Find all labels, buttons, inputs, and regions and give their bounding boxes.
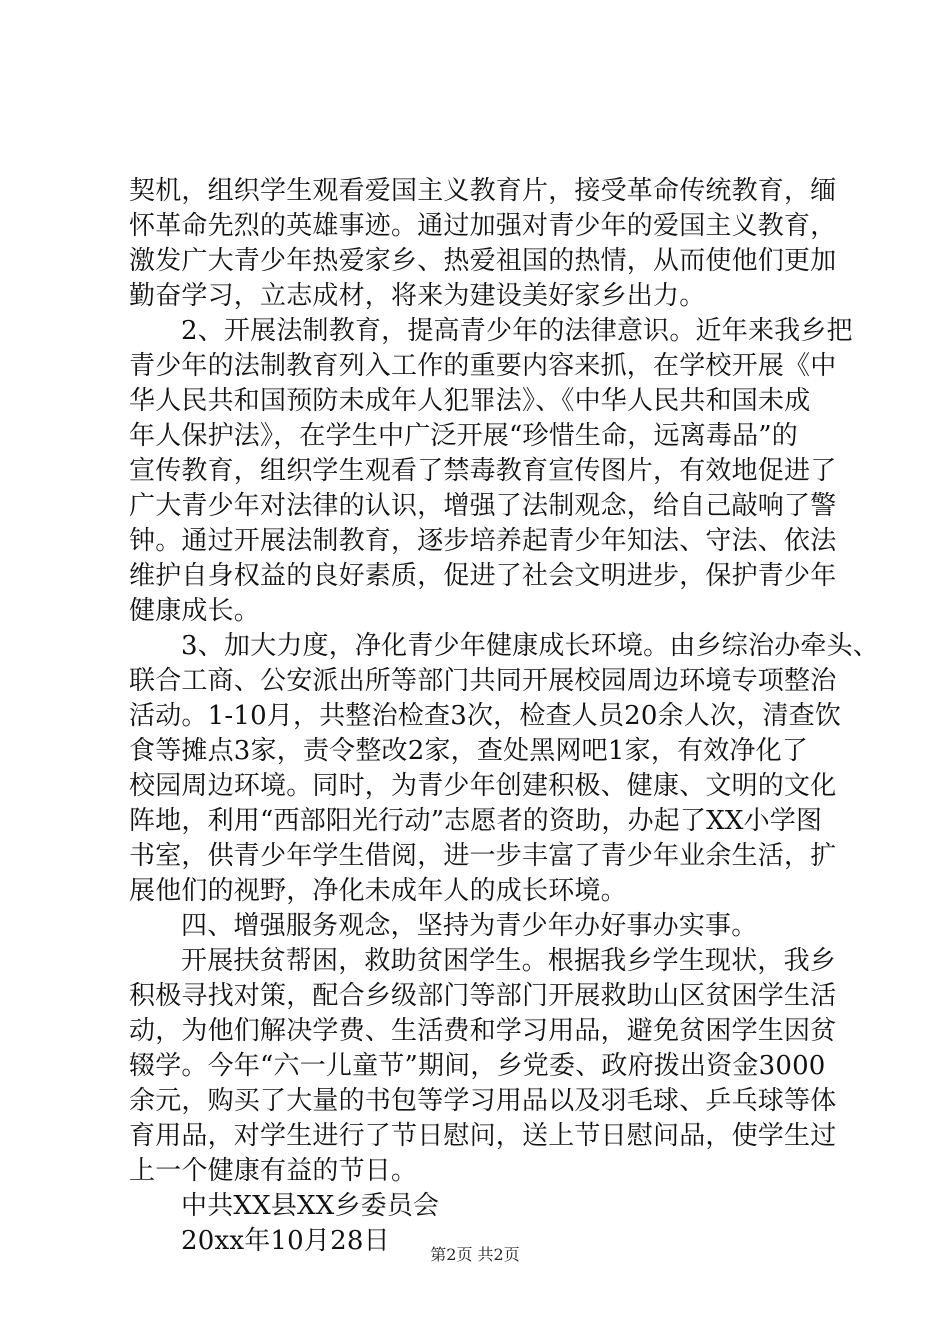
paragraph-start: 开展扶贫帮困，救助贫困学生。根据我乡学生现状，我乡: [181, 946, 837, 976]
text-line: 广大青少年对法律的认识，增强了法制观念，给自己敲响了警: [129, 491, 837, 521]
text-line: 活动。1-10月，共整治检查3次，检查人员20余人次，清查饮: [129, 701, 842, 731]
text-line: 青少年的法制教育列入工作的重要内容来抓，在学校开展《中: [129, 351, 837, 381]
text-line: 钟。通过开展法制教育，逐步培养起青少年知法、守法、依法: [129, 526, 837, 556]
text-line: 阵地，利用“西部阳光行动”志愿者的资助，办起了XX小学图: [129, 806, 823, 836]
text-line: 辍学。今年“六一儿童节”期间，乡党委、政府拨出资金3000: [129, 1051, 826, 1081]
text-line: 动，为他们解决学费、生活费和学习用品，避免贫困学生因贫: [129, 1016, 837, 1046]
text-line: 华人民共和国预防未成年人犯罪法》、《中华人民共和国未成: [129, 386, 811, 416]
text-line: 上一个健康有益的节日。: [129, 1156, 418, 1186]
text-line: 食等摊点3家，责令整改2家，查处黑网吧1家，有效净化了: [129, 736, 809, 766]
text-line: 怀革命先烈的英雄事迹。通过加强对青少年的爱国主义教育，: [129, 211, 837, 241]
text-line: 育用品，对学生进行了节日慰问，送上节日慰问品，使学生过: [129, 1121, 837, 1151]
text-line: 书室，供青少年学生借阅，进一步丰富了青少年业余生活，扩: [129, 841, 837, 871]
paragraph-start: 2、开展法制教育，提高青少年的法律意识。近年来我乡把: [181, 316, 853, 346]
text-line: 维护自身权益的良好素质，促进了社会文明进步，保护青少年: [129, 561, 837, 591]
text-line: 勤奋学习，立志成材，将来为建设美好家乡出力。: [129, 281, 706, 311]
section-heading: 四、增强服务观念，坚持为青少年办好事办实事。: [181, 911, 758, 941]
text-line: 余元，购买了大量的书包等学习用品以及羽毛球、乒乓球等体: [129, 1086, 837, 1116]
text-line: 宣传教育，组织学生观看了禁毒教育宣传图片，有效地促进了: [129, 456, 837, 486]
signature-organization: 中共XX县XX乡委员会: [181, 1191, 440, 1221]
page-number-footer: 第2页 共2页: [430, 1245, 520, 1264]
document-body: [129, 174, 879, 1259]
text-line: 年人保护法》，在学生中广泛开展“珍惜生命，远离毒品”的: [129, 421, 798, 451]
signature-date: 20xx年10月28日: [181, 1226, 390, 1256]
paragraph-start: 3、加大力度，净化青少年健康成长环境。由乡综治办牵头、: [181, 631, 879, 661]
text-line: 激发广大青少年热爱家乡、热爱祖国的热情，从而使他们更加: [129, 246, 837, 276]
text-line: 展他们的视野，净化未成年人的成长环境。: [129, 876, 627, 906]
text-line: 校园周边环境。同时，为青少年创建积极、健康、文明的文化: [129, 771, 837, 801]
text-line: 联合工商、公安派出所等部门共同开展校园周边环境专项整治: [129, 666, 837, 696]
text-line: 契机，组织学生观看爱国主义教育片，接受革命传统教育，缅: [129, 176, 837, 206]
text-line: 积极寻找对策，配合乡级部门等部门开展救助山区贫困学生活: [129, 981, 837, 1011]
text-line: 健康成长。: [129, 596, 261, 626]
